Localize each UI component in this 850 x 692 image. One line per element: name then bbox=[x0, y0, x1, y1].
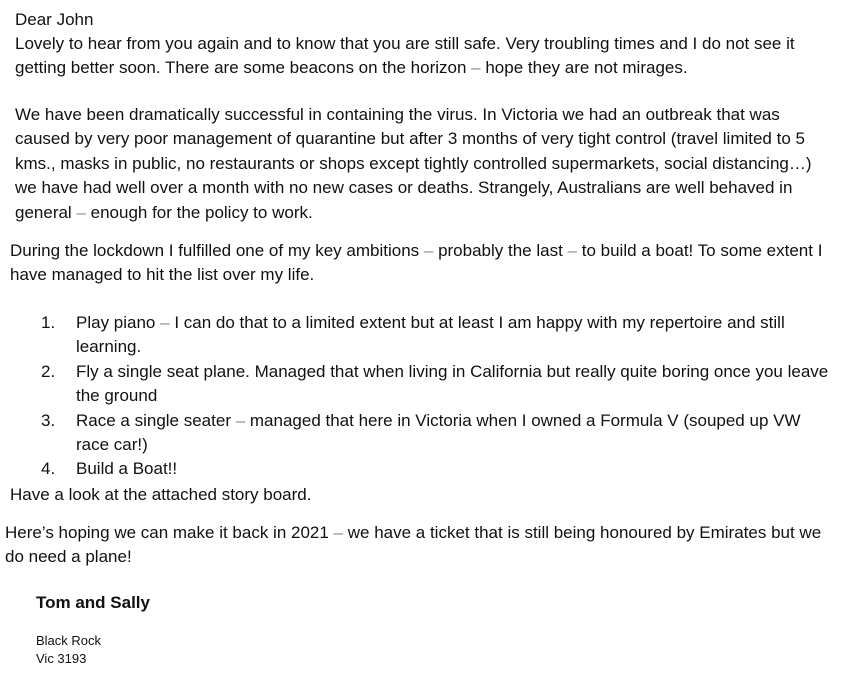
lockdown-dash-2: – bbox=[567, 241, 578, 260]
greeting: Dear John bbox=[15, 10, 94, 29]
list-item-text-a: Fly a single seat plane. Managed that when living in California but really quite boring once you leave the ground bbox=[76, 361, 829, 406]
list-item-number: 2. bbox=[41, 361, 56, 381]
list-item bbox=[41, 457, 831, 481]
lockdown-paragraph bbox=[10, 239, 830, 288]
list-item-dash: – bbox=[160, 313, 170, 332]
look-paragraph: Have a look at the attached story board. bbox=[10, 485, 312, 504]
list-item bbox=[41, 360, 831, 409]
lockdown-text-c: to build a boat! To some extent I have managed to hit the list over my life. bbox=[10, 241, 823, 285]
intro-text-a: Lovely to hear from you again and to know that you are still safe. Very troubling times and I do not see it getting better soon. There are some beacons on the horizon bbox=[15, 34, 795, 78]
list-item-text-a: Build a Boat!! bbox=[76, 459, 178, 479]
list-item-text-a: Play piano bbox=[76, 313, 161, 332]
virus-paragraph bbox=[15, 103, 835, 225]
hope-dash: – bbox=[333, 523, 344, 542]
intro-dash: – bbox=[471, 58, 481, 78]
list-item-text-b: managed that here in Victoria when I owned a Formula V (souped up VW race car!) bbox=[76, 410, 801, 455]
list-item-text-a: Race a single seater bbox=[76, 410, 236, 430]
list-item-dash: – bbox=[235, 410, 246, 430]
lockdown-text-b: probably the last bbox=[433, 241, 568, 260]
lockdown-text-a: During the lockdown I fulfilled one of my key ambitions bbox=[10, 241, 424, 260]
address-line-suburb: Black Rock bbox=[36, 633, 102, 648]
virus-dash: – bbox=[76, 202, 86, 222]
address-line-state-postcode: Vic 3193 bbox=[36, 651, 87, 666]
list-item-text-b: I can do that to a limited extent but at least I am happy with my repertoire and still learning. bbox=[76, 313, 785, 357]
virus-text-a: We have been dramatically successful in containing the virus. In Victoria we had an outbreak that was caused by very poor management of quarantine but after 3 months of very tight control (travel limited to 5 kms., masks in public, no restaurants or shops except tightly controlled supermarkets, social distancing…) we have had well over a month with no new cases or deaths. Strangely, Australians are well behaved in general bbox=[15, 105, 812, 222]
signature: Tom and Sally bbox=[36, 593, 150, 612]
hope-paragraph bbox=[5, 521, 825, 570]
lockdown-dash-1: – bbox=[423, 241, 434, 260]
virus-text-b: enough for the policy to work. bbox=[85, 202, 313, 222]
list-item-number: 4. bbox=[41, 459, 56, 479]
intro-text-b: hope they are not mirages. bbox=[480, 58, 688, 78]
list-item bbox=[41, 311, 831, 360]
intro-paragraph bbox=[15, 32, 835, 81]
list-item-number: 1. bbox=[41, 313, 56, 332]
ambitions-list bbox=[41, 311, 831, 482]
hope-text-b: we have a ticket that is still being honoured by Emirates but we do need a plane! bbox=[5, 523, 822, 567]
list-item-number: 3. bbox=[41, 410, 56, 430]
list-item bbox=[41, 409, 831, 458]
hope-text-a: Here’s hoping we can make it back in 2021 bbox=[5, 523, 334, 542]
